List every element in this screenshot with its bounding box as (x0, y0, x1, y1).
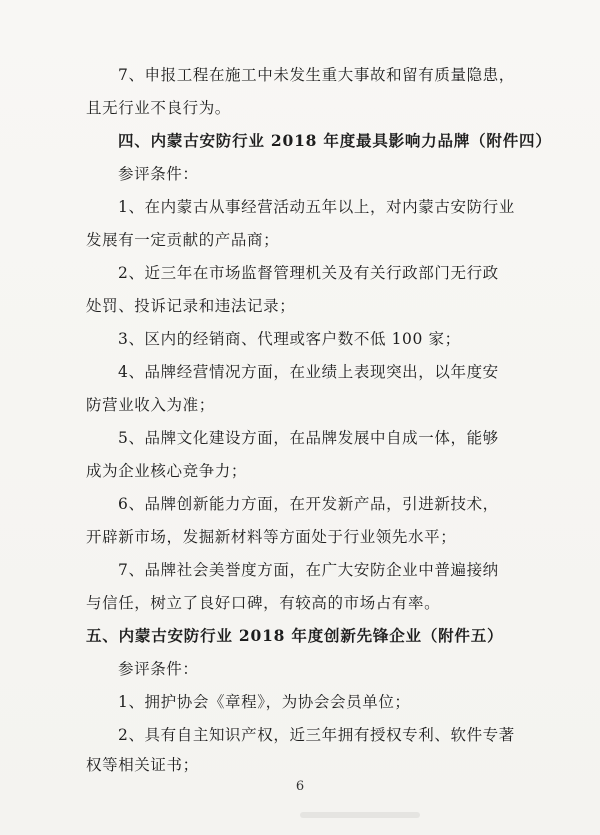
paragraph-line: 1、在内蒙古从事经营活动五年以上，对内蒙古安防行业 (118, 198, 515, 216)
paragraph-line: 发展有一定贡献的产品商； (86, 231, 280, 249)
paragraph-line: 权等相关证书； (86, 756, 199, 774)
paragraph-line: 成为企业核心竞争力； (86, 462, 248, 480)
paragraph-line: 防营业收入为准； (86, 396, 215, 414)
paragraph-line: 处罚、投诉记录和违法记录； (86, 297, 296, 315)
paragraph-line: 开辟新市场，发掘新材料等方面处于行业领先水平； (86, 528, 457, 546)
paragraph-line: 7、申报工程在施工中未发生重大事故和留有质量隐患， (118, 66, 515, 84)
paragraph-line: 与信任，树立了良好口碑，有较高的市场占有率。 (86, 594, 441, 612)
paragraph-line: 6、品牌创新能力方面，在开发新产品，引进新技术， (118, 495, 499, 513)
page-number: 6 (295, 779, 305, 794)
paragraph-line: 4、品牌经营情况方面，在业绩上表现突出，以年度安 (118, 363, 499, 381)
paragraph-line: 3、区内的经销商、代理或客户数不低 100 家； (118, 330, 461, 348)
paragraph-line: 参评条件： (118, 165, 199, 183)
paragraph-line: 2、具有自主知识产权，近三年拥有授权专利、软件专著 (118, 726, 515, 744)
scan-smudge (300, 812, 420, 818)
paragraph-line: 7、品牌社会美誉度方面，在广大安防企业中普遍接纳 (118, 561, 499, 579)
paragraph-line: 2、近三年在市场监督管理机关及有关行政部门无行政 (118, 264, 499, 282)
paragraph-line: 参评条件： (118, 660, 199, 678)
paragraph-line: 5、品牌文化建设方面，在品牌发展中自成一体，能够 (118, 429, 499, 447)
paragraph-line: 且无行业不良行为。 (86, 99, 231, 117)
section-heading: 五、内蒙古安防行业 2018 年度创新先锋企业（附件五） (86, 626, 504, 645)
section-heading: 四、内蒙古安防行业 2018 年度最具影响力品牌（附件四） (118, 131, 552, 150)
paragraph-line: 1、拥护协会《章程》，为协会会员单位； (118, 693, 411, 711)
